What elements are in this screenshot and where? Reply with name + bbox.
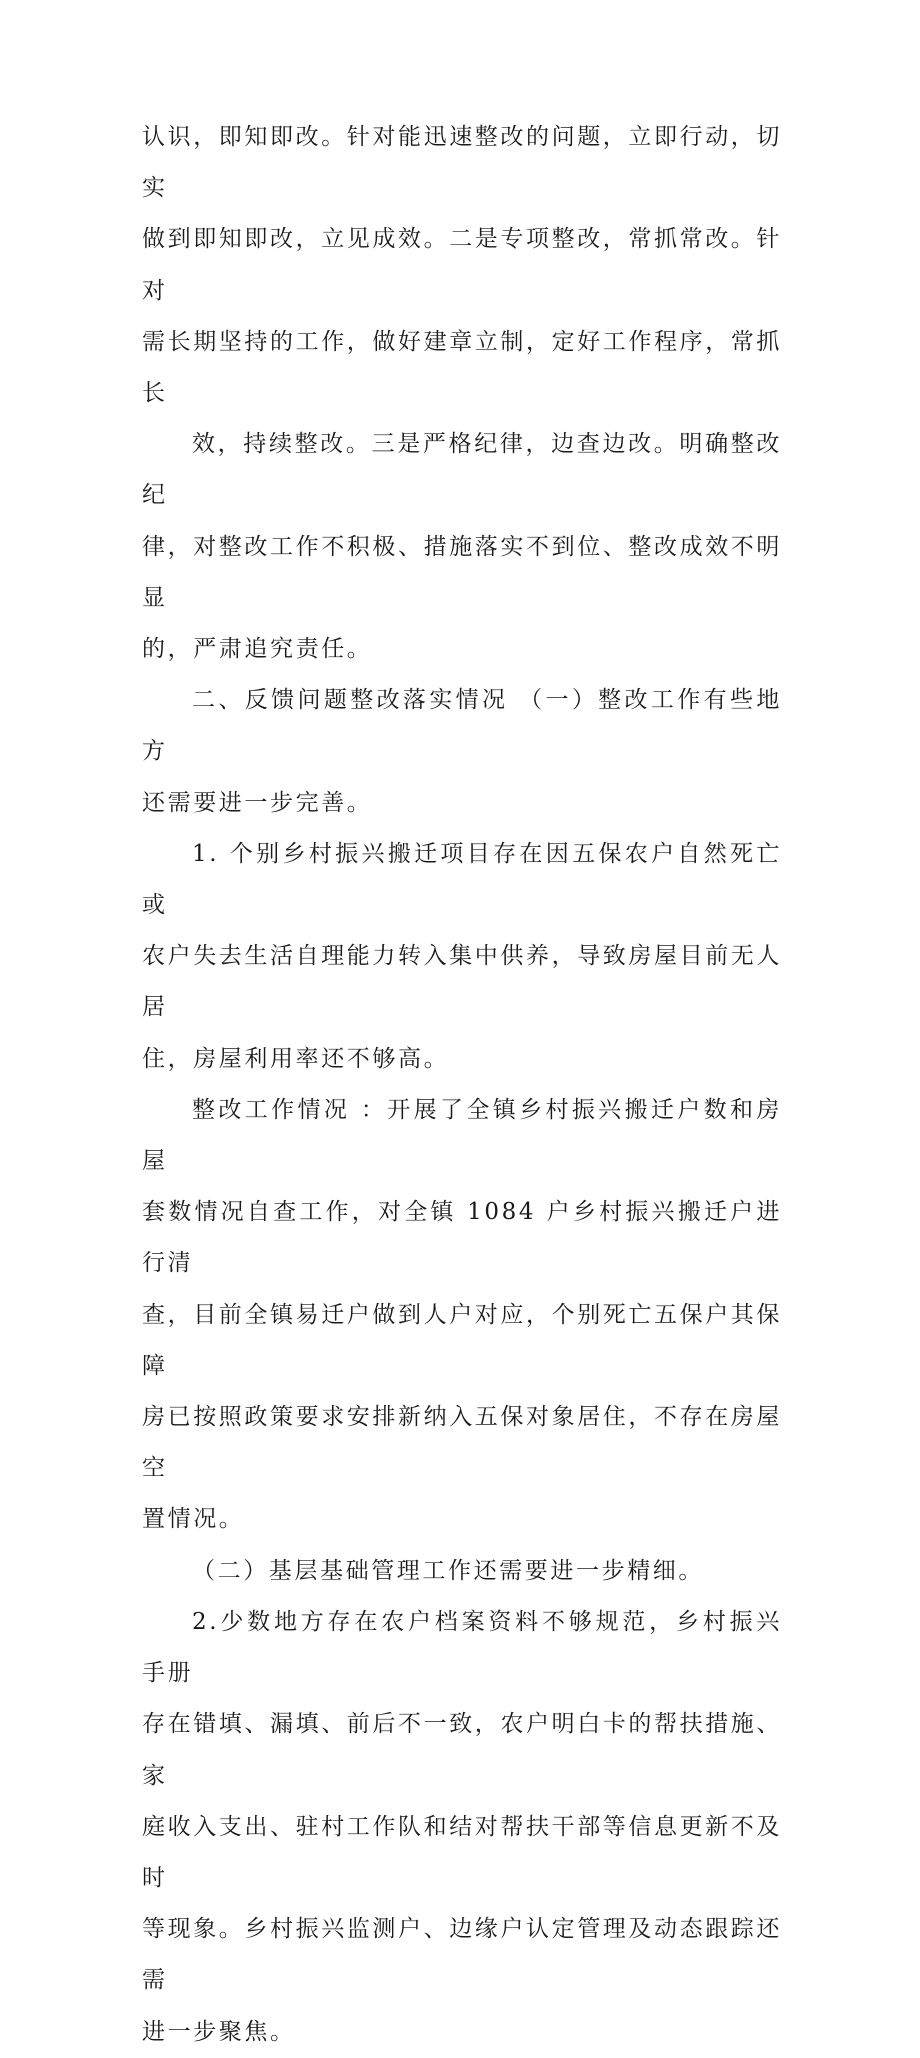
paragraph-2-line-3: 的，严肃追究责任。 — [142, 636, 373, 663]
section-heading-2-line-2: 还需要进一步完善。 — [142, 789, 373, 816]
paragraph-item-2 — [142, 1597, 782, 2058]
paragraph-2 — [142, 419, 782, 675]
paragraph-2-line-1: 效，持续整改。三是严格纪律，边查边改。明确整改纪 — [142, 431, 782, 509]
paragraph-item-2-line-1: 2.少数地方存在农户档案资料不够规范，乡村振兴手册 — [142, 1608, 782, 1687]
paragraph-item-2-line-2: 存在错填、漏填、前后不一致，农户明白卡的帮扶措施、家 — [142, 1711, 782, 1789]
paragraph-rectification-status-line-2: 套数情况自查工作，对全镇 1084 户乡村振兴搬迁户进行清 — [142, 1199, 782, 1277]
paragraph-item-2-line-3: 庭收入支出、驻村工作队和结对帮扶干部等信息更新不及时 — [142, 1813, 782, 1891]
document-body — [142, 112, 782, 2058]
section-heading-2-line-1: 二、反馈问题整改落实情况 （一）整改工作有些地方 — [142, 687, 782, 765]
paragraph-1-line-2: 做到即知即改，立见成效。二是专项整改，常抓常改。针对 — [142, 226, 782, 304]
paragraph-item-2-line-4: 等现象。乡村振兴监测户、边缘户认定管理及动态跟踪还需 — [142, 1916, 782, 1994]
paragraph-1-line-3: 需长期坚持的工作，做好建章立制，定好工作程序，常抓长 — [142, 328, 782, 407]
paragraph-rectification-status-line-3: 查，目前全镇易迁户做到人户对应，个别死亡五保户其保障 — [142, 1301, 782, 1379]
subheading-2-line-1: （二）基层基础管理工作还需要进一步精细。 — [192, 1557, 704, 1584]
paragraph-item-1 — [142, 829, 782, 1085]
paragraph-rectification-status-line-5: 置情况。 — [142, 1506, 245, 1533]
paragraph-item-1-line-2: 农户失去生活自理能力转入集中供养，导致房屋目前无人居 — [142, 943, 782, 1021]
paragraph-2-line-2: 律，对整改工作不积极、措施落实不到位、整改成效不明显 — [142, 533, 782, 611]
paragraph-item-2-line-5: 进一步聚焦。 — [142, 2018, 296, 2045]
paragraph-rectification-status-line-1: 整改工作情况 ：开展了全镇乡村振兴搬迁户数和房屋 — [142, 1096, 782, 1175]
subheading-2 — [142, 1546, 782, 1597]
paragraph-item-1-line-3: 住，房屋利用率还不够高。 — [142, 1045, 450, 1072]
paragraph-rectification-status-line-4: 房已按照政策要求安排新纳入五保对象居住，不存在房屋空 — [142, 1404, 782, 1482]
paragraph-1-line-1: 认识，即知即改。针对能迅速整改的问题，立即行动，切实 — [142, 124, 782, 202]
paragraph-1 — [142, 112, 782, 419]
paragraph-item-1-line-1: 1. 个别乡村振兴搬迁项目存在因五保农户自然死亡或 — [142, 840, 782, 919]
paragraph-rectification-status — [142, 1085, 782, 1546]
section-heading-2 — [142, 675, 782, 829]
